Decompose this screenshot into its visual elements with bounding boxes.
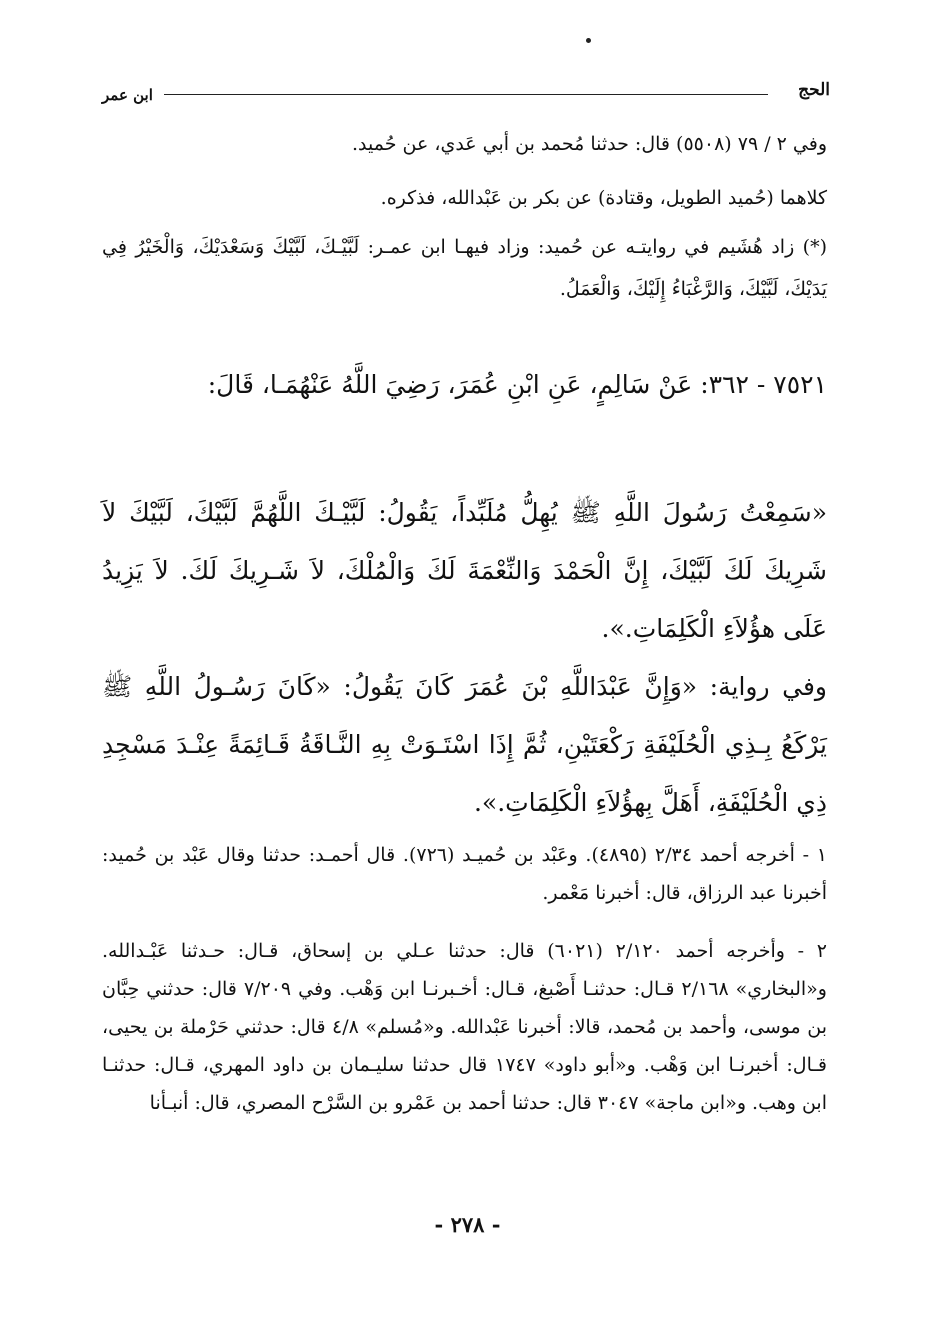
note-line-1: وفي ٢ / ٧٩ (٥٥٠٨) قال: حدثنا مُحمد بن أبي عَدي، عن حُميد.: [351, 133, 827, 155]
note-line-2: كلاهما (حُميد الطويل، وقتادة) عن بكر بن عَبْدالله، فذكره.: [380, 187, 827, 209]
page-number: - ٢٧٨ -: [434, 1212, 501, 1237]
chapter-title: الحج: [798, 80, 830, 100]
hadith-riwaya: وفي رواية: «وَإِنَّ عَبْدَاللَّهِ بْنَ عُمَرَ كَانَ يَقُولُ: «كَانَ رَسُـولُ اللَّهِ ﷺ يَرْكَعُ بِـذِي الْحُلَيْفَةِ رَكْعَتَيْنِ، ثُمَّ إِذَا اسْتَـوَتْ بِهِ النَّـاقَةُ قَـائِمَةً عِنْـدَ مَسْجِدِ ذِي الْحُلَيْفَةِ، أَهَلَّ بِهؤُلاَءِ الْكَلِمَاتِ.».: [102, 672, 827, 817]
running-header: [102, 80, 830, 110]
narrator-title: ابن عمر: [102, 86, 153, 104]
reference-1: ١ - أخرجه أحمد ٢/٣٤ (٤٨٩٥). وعَبْد بن حُميـد (٧٢٦). قال أحمـد: حدثنا وقال عَبْد بن حُميد: أخبرنا عبد الرزاق، قال: أخبرنا مَعْمر.: [102, 844, 828, 904]
footnote-hushaym: (*) زاد هُشَيم في روايتـه عن حُميد: وزاد فيهـا ابن عمـر: لَبَّيْـكَ، لَبَّيْكَ وَسَعْدَيْكَ، وَالْخَيْرُ فِي يَدَيْكَ، لَبَّيْكَ، وَالرَّغْبَاءُ إِلَيْكَ، وَالْعَمَلُ.: [102, 236, 827, 300]
reference-2: ٢ - وأخرجه أحمد ٢/١٢٠ (٦٠٢١) قال: حدثنا عـلي بن إسحاق، قـال: حـدثنا عَبْـدالله. و«البخاري» ٢/١٦٨ قـال: حدثنـا أَصْبغ، قـال: أخـبرنـا ابن وَهْب. وفي ٧/٢٠٩ قال: حدثني حِبَّان بن موسى، وأحمد بن مُحمد، قالا: أخبرنا عَبْدالله. و«مُسلم» ٤/٨ قال: حدثني حَرْملة بن يحيى، قـال: أخبرنـا ابن وَهْب. و«أبو داود» ١٧٤٧ قال حدثنا سليـمان بن داود المهري، قـال: حدثنـا ابن وهب. و«ابن ماجة» ٣٠٤٧ قال: حدثنا أحمد بن عَمْرو بن السَّرْح المصري، قال: أنبـأنا: [102, 940, 828, 1114]
header-rule: [164, 94, 768, 95]
hadith-text: «سَمِعْتُ رَسُولَ اللَّهِ ﷺ يُهِلُّ مُلَبِّداً، يَقُولُ: لَبَّيْـكَ اللَّهُمَّ لَبَّيْكَ، لَبَّيْكَ لاَ شَرِيكَ لَكَ لَبَّيْكَ، إِنَّ الْحَمْدَ وَالنِّعْمَةَ لَكَ وَالْمُلْكَ، لاَ شَـرِيكَ لَكَ. لاَ يَزِيدُ عَلَى هؤُلاَءِ الْكَلِمَاتِ.».: [102, 498, 827, 643]
hadith-heading: ٧٥٢١ - ٣٦٢: عَنْ سَالِمٍ، عَنِ ابْنِ عُمَرَ، رَضِيَ اللَّهُ عَنْهُمَـا، قَالَ:: [207, 370, 827, 399]
ornament-dot: [586, 38, 591, 43]
